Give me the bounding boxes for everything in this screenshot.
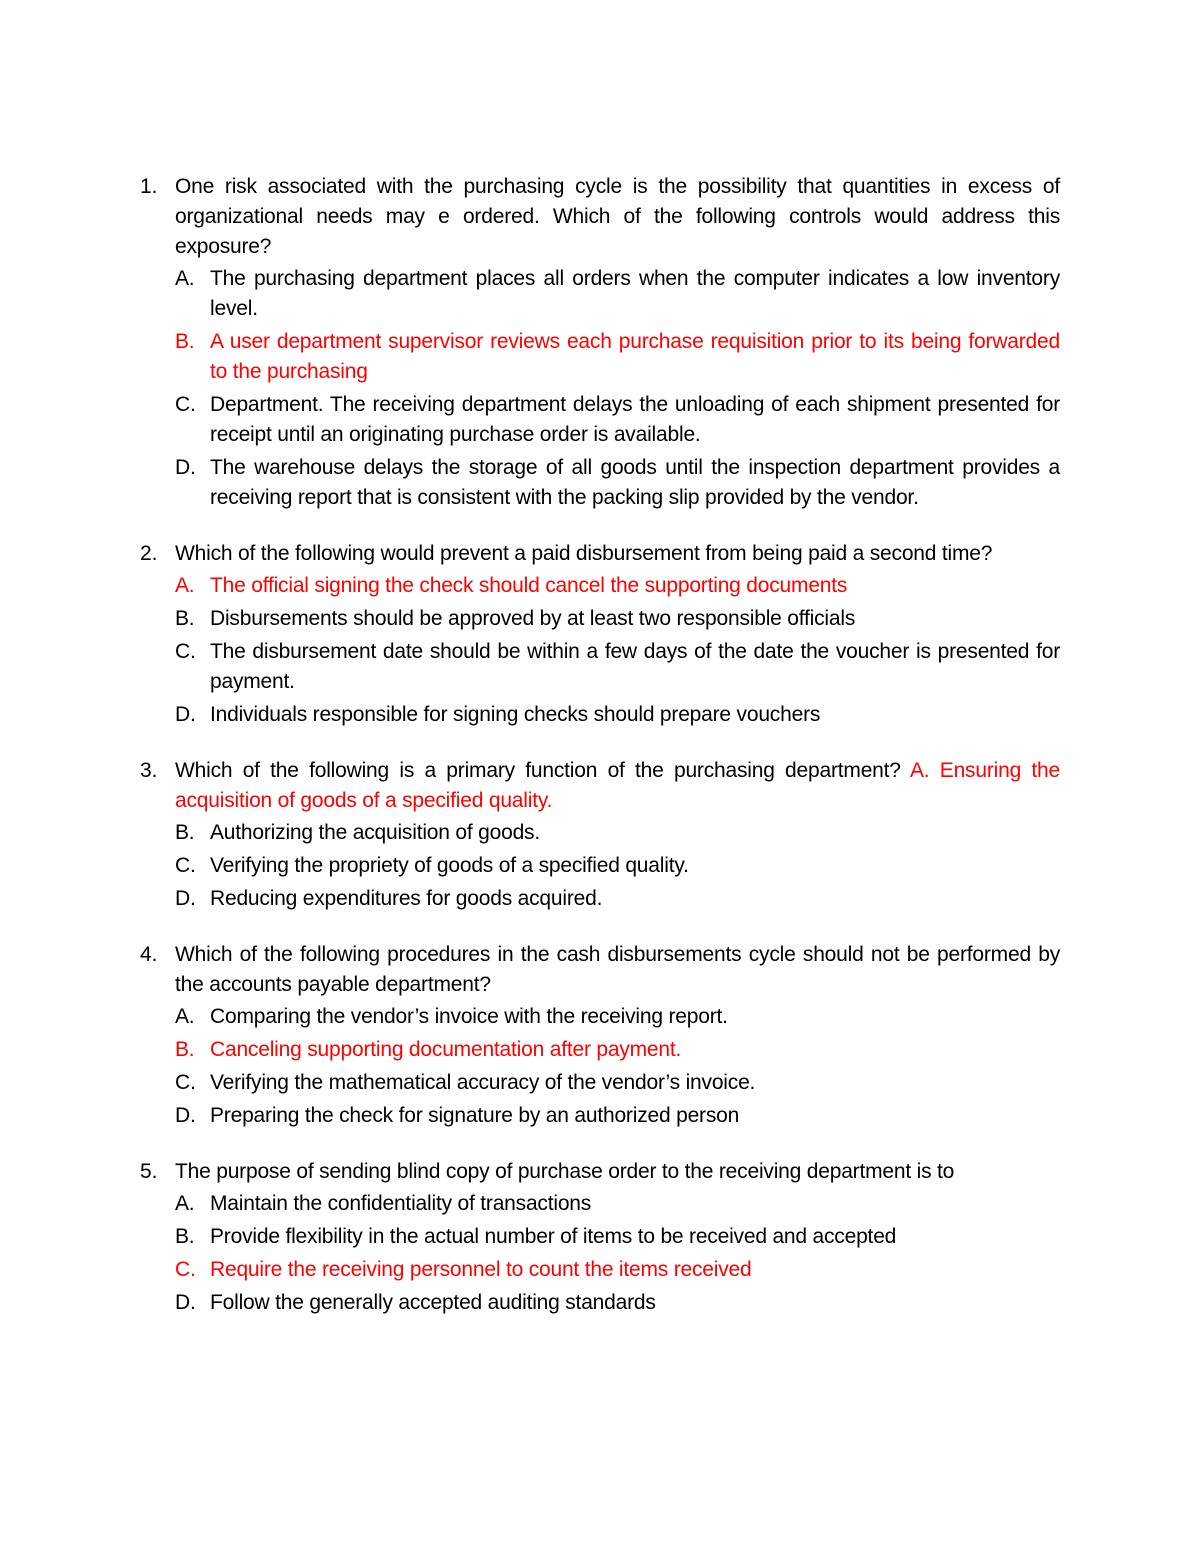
option-letter: B. [175, 1038, 195, 1061]
question-text [175, 1157, 1060, 1187]
option-text: Follow the generally accepted auditing standards [210, 1291, 656, 1314]
option-letter: C. [175, 854, 196, 877]
question-stem: The purpose of sending blind copy of purchase order to the receiving department is to [175, 1160, 955, 1183]
option-letter: D. [175, 887, 196, 910]
option-a [175, 1189, 1060, 1219]
option-letter: C. [175, 393, 196, 416]
option-c [175, 637, 1060, 697]
option-list [175, 1189, 1060, 1318]
option-c [175, 1068, 1060, 1098]
question-text [175, 756, 1060, 816]
option-list [175, 1002, 1060, 1131]
option-text: Preparing the check for signature by an authorized person [210, 1104, 740, 1127]
option-d [175, 1288, 1060, 1318]
question-stem: One risk associated with the purchasing cycle is the possibility that quantities in excess of organizational needs may e ordered. Which of the following controls would address this exposure? [175, 175, 1060, 258]
option-letter: A. [175, 574, 195, 597]
option-text: A user department supervisor reviews each purchase requisition prior to its being forwarded to the purchasing [210, 330, 1060, 383]
question-stem: Which of the following is a primary function of the purchasing department? [175, 759, 901, 782]
question-number: 1. [140, 175, 158, 198]
question-stem: Which of the following would prevent a paid disbursement from being paid a second time? [175, 542, 993, 565]
option-letter: C. [175, 640, 196, 663]
option-text: Verifying the mathematical accuracy of the vendor’s invoice. [210, 1071, 756, 1094]
option-list [175, 264, 1060, 513]
option-text: The official signing the check should cancel the supporting documents [210, 574, 848, 597]
option-d [175, 1101, 1060, 1131]
option-text: Require the receiving personnel to count the items received [210, 1258, 752, 1281]
option-text: Department. The receiving department delays the unloading of each shipment presented for receipt until an originating purchase order is available. [210, 393, 1060, 446]
option-d [175, 453, 1060, 513]
question-text [175, 539, 1060, 569]
option-text: The disbursement date should be within a few days of the date the voucher is presented for payment. [210, 640, 1060, 693]
option-text: Verifying the propriety of goods of a specified quality. [210, 854, 689, 877]
option-text: Provide flexibility in the actual number of items to be received and accepted [210, 1225, 897, 1248]
option-text: Comparing the vendor’s invoice with the receiving report. [210, 1005, 728, 1028]
option-d [175, 884, 1060, 914]
question-number: 3. [140, 759, 158, 782]
option-b [175, 604, 1060, 634]
question-list [140, 172, 1060, 1344]
option-text: Authorizing the acquisition of goods. [210, 821, 540, 844]
option-text: Reducing expenditures for goods acquired. [210, 887, 603, 910]
option-a [175, 264, 1060, 324]
inline-correct-answer: A. Ensuring the acquisition of goods of a specified quality. [175, 759, 1060, 812]
option-letter: C. [175, 1258, 196, 1281]
option-c [175, 851, 1060, 881]
option-text: Disbursements should be approved by at least two responsible officials [210, 607, 856, 630]
option-c [175, 390, 1060, 450]
option-b [175, 818, 1060, 848]
option-b-correct [175, 1035, 1060, 1065]
option-a [175, 1002, 1060, 1032]
option-b [175, 1222, 1060, 1252]
question-1 [140, 172, 1060, 513]
option-b-correct [175, 327, 1060, 387]
option-list [175, 818, 1060, 914]
option-letter: B. [175, 821, 195, 844]
option-letter: D. [175, 1104, 196, 1127]
option-a-correct [175, 571, 1060, 601]
option-letter: C. [175, 1071, 196, 1094]
option-letter: D. [175, 456, 196, 479]
option-c-correct [175, 1255, 1060, 1285]
question-3 [140, 756, 1060, 914]
option-letter: A. [175, 1192, 195, 1215]
option-text: Maintain the confidentiality of transactions [210, 1192, 592, 1215]
question-number: 5. [140, 1160, 158, 1183]
question-text [175, 172, 1060, 262]
question-2 [140, 539, 1060, 730]
option-letter: B. [175, 607, 195, 630]
option-letter: B. [175, 330, 195, 353]
question-text [175, 940, 1060, 1000]
option-text: Individuals responsible for signing checks should prepare vouchers [210, 703, 821, 726]
option-letter: B. [175, 1225, 195, 1248]
option-text: The purchasing department places all orders when the computer indicates a low inventory level. [210, 267, 1060, 320]
option-letter: D. [175, 1291, 196, 1314]
option-letter: A. [175, 267, 195, 290]
question-number: 2. [140, 542, 158, 565]
question-4 [140, 940, 1060, 1131]
question-number: 4. [140, 943, 158, 966]
question-5 [140, 1157, 1060, 1318]
option-text: Canceling supporting documentation after payment. [210, 1038, 682, 1061]
question-stem: Which of the following procedures in the cash disbursements cycle should not be performed by the accounts payable department? [175, 943, 1060, 996]
option-letter: A. [175, 1005, 195, 1028]
option-list [175, 571, 1060, 730]
option-d [175, 700, 1060, 730]
option-text: The warehouse delays the storage of all goods until the inspection department provides a receiving report that is consistent with the packing slip provided by the vendor. [210, 456, 1060, 509]
option-letter: D. [175, 703, 196, 726]
